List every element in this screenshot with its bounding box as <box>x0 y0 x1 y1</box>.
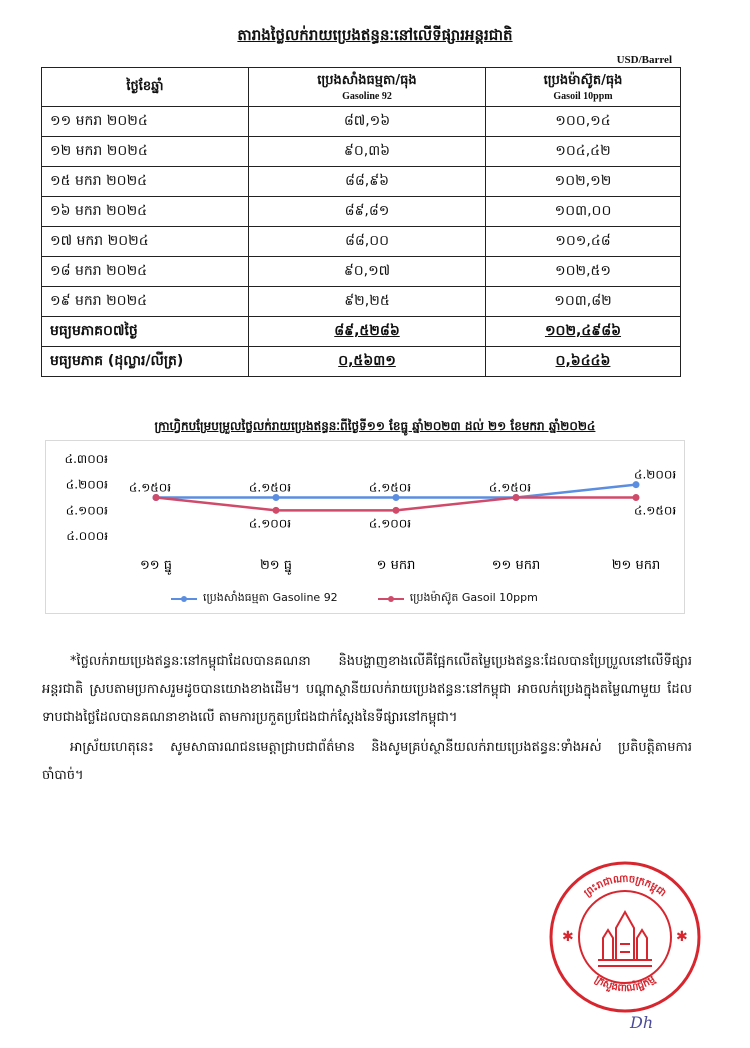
legend-gasoil-label: ប្រេងម៉ាស៊ូត Gasoil 10ppm <box>409 591 538 604</box>
series-0-point <box>273 494 280 501</box>
avg7-gasoil: ១០២,៤៩៨៦ <box>544 323 622 339</box>
series-1-point <box>513 494 520 501</box>
table-header-row <box>42 68 681 107</box>
series-1-point <box>153 494 160 501</box>
legend-gasoil-marker <box>378 594 404 604</box>
note-paragraph-1: *ថ្លៃលក់រាយប្រេងឥន្ធនៈនៅកម្ពុជាដែលបានគណនា និងបង្ហាញខាងលើគឺផ្អែកលើតម្លៃប្រេងឥន្ធនៈដែលបានប្រែប្រួលនៅលើទីផ្សារអន្តរជាតិ ស្របតាមប្រកាសរួមដូចបានយោងខាងដើម។ បណ្ដាស្ថានីយលក់រាយប្រេងឥន្ធនៈនៅកម្ពុជា អាចលក់ប្រេងក្នុងតម្លៃណាមួយ ដែលទាបជាងថ្លៃដែលបានគណនាខាងលើ តាមការប្រកួតប្រជែងជាក់ស្ដែងនៃទីផ្សារនៅកម្ពុជា។ <box>42 654 692 725</box>
avg7-label: មធ្យមភាគ០៧ថ្ងៃ <box>42 317 249 347</box>
avg7-gasoline: ៨៩,៥២៨៦ <box>334 323 400 339</box>
table-row <box>42 137 681 167</box>
x-tick-label: ២១ ធ្នូ <box>259 558 293 573</box>
y-tick-label: ៤.២០០៛ <box>65 477 108 492</box>
stamp-top-text: ព្រះរាជាណាចក្រកម្ពុជា <box>582 873 668 900</box>
series-0-data-label: ៤.១៥០៛ <box>128 480 172 495</box>
legend-gasoline-marker <box>171 594 197 604</box>
series-0-data-label: ៤.១៥០៛ <box>488 480 532 495</box>
cell-date: ១៦ មករា ២០២៤ <box>42 197 249 227</box>
table-row <box>42 107 681 137</box>
series-1-point <box>393 507 400 514</box>
cell-gasoline: ៩០,១៧ <box>249 257 486 287</box>
series-1-data-label: ៤.១០០៛ <box>248 516 292 531</box>
official-stamp <box>548 860 702 1014</box>
table-row <box>42 197 681 227</box>
series-0-point <box>633 481 640 488</box>
cell-gasoil: ១០០,១៤ <box>486 107 681 137</box>
header-gasoline: ប្រេងសាំងធម្មតា/ធុង Gasoline 92 <box>249 68 486 107</box>
signature: Dh <box>630 1013 654 1032</box>
y-tick-label: ៤.១០០៛ <box>65 503 108 518</box>
series-1-data-label: ៤.១០០៛ <box>368 516 412 531</box>
cell-gasoil: ១០៣,០០ <box>486 197 681 227</box>
series-0-point <box>393 494 400 501</box>
cell-gasoil: ១០៤,៤២ <box>486 137 681 167</box>
series-1-data-label: ៤.១៥០៛ <box>634 503 677 518</box>
svg-text:✱: ✱ <box>562 929 574 945</box>
x-tick-label: ១១ មករា <box>491 558 541 573</box>
unit-label: USD/Barrel <box>616 54 672 66</box>
cell-gasoline: ៨៩,៨១ <box>249 197 486 227</box>
cell-gasoil: ១០២,១២ <box>486 167 681 197</box>
line-chart <box>45 440 685 614</box>
avgliter-gasoline: ០,៥៦៣១ <box>338 353 396 369</box>
legend-gasoline-label: ប្រេងសាំងធម្មតា Gasoline 92 <box>203 591 338 604</box>
legend-gasoline <box>171 591 338 607</box>
table-row <box>42 167 681 197</box>
cell-gasoline: ៨៨,០០ <box>249 227 486 257</box>
cell-date: ១៧ មករា ២០២៤ <box>42 227 249 257</box>
cell-gasoil: ១០២,៥១ <box>486 257 681 287</box>
header-gasoil: ប្រេងម៉ាស៊ូត/ធុង Gasoil 10ppm <box>486 68 681 107</box>
chart-title: ក្រាហ្វិកបម្រែបម្រួលថ្លៃលក់រាយប្រេងឥន្ធនៈពីថ្ងៃទី១១ ខែធ្នូ ឆ្នាំ២០២៣ ដល់ ២១ ខែមករា ឆ្នាំ២០២៤ <box>154 419 596 433</box>
series-0-data-label: ៤.១៥០៛ <box>368 480 412 495</box>
cell-date: ១២ មករា ២០២៤ <box>42 137 249 167</box>
chart-legend <box>171 591 538 607</box>
stamp-seal-icon <box>548 860 702 1014</box>
y-tick-label: ៤.០០០៛ <box>66 529 108 543</box>
chart-svg <box>46 441 684 613</box>
series-0-data-label: ៤.១៥០៛ <box>248 480 292 495</box>
table-row <box>42 227 681 257</box>
cell-gasoline: ៨៨,៩៦ <box>249 167 486 197</box>
cell-date: ១៥ មករា ២០២៤ <box>42 167 249 197</box>
cell-gasoline: ៨៧,១៦ <box>249 107 486 137</box>
average-7-days-row <box>42 317 681 347</box>
series-1-point <box>633 494 640 501</box>
svg-text:✱: ✱ <box>676 929 688 945</box>
stamp-bottom-text: ក្រសួងពាណិជ្ជកម្ម <box>592 974 658 995</box>
cell-gasoil: ១០៣,៨២ <box>486 287 681 317</box>
legend-gasoil <box>378 591 538 607</box>
cell-date: ១១ មករា ២០២៤ <box>42 107 249 137</box>
temple-icon <box>598 912 652 966</box>
x-tick-label: ១ មករា <box>376 558 416 573</box>
cell-date: ១៨ មករា ២០២៤ <box>42 257 249 287</box>
avgliter-gasoil: ០,៦៤៤៦ <box>555 353 611 369</box>
svg-text:ព្រះរាជាណាចក្រកម្ពុជា <box>582 874 667 900</box>
header-date: ថ្ងៃខែឆ្នាំ <box>42 68 249 107</box>
svg-text:ក្រសួងពាណិជ្ជកម្ម <box>593 974 659 995</box>
series-1-point <box>273 507 280 514</box>
note-paragraph-2: អាស្រ័យហេតុនេះ សូមសាធារណជនមេត្តាជ្រាបជាព័ត៌មាន និងសូមគ្រប់ស្ថានីយលក់រាយប្រេងឥន្ធនៈទាំងអស់ ប្រតិបត្តិតាមការចាំបាច់។ <box>42 740 692 783</box>
x-tick-label: ១១ ធ្នូ <box>139 558 173 573</box>
price-table <box>41 67 681 377</box>
cell-gasoline: ៩២,២៥ <box>249 287 486 317</box>
y-tick-label: ៤.៣០០៛ <box>64 452 108 466</box>
cell-gasoline: ៩០,៣៦ <box>249 137 486 167</box>
avgliter-label: មធ្យមភាគ (ដុល្លារ/លីត្រ) <box>42 347 249 377</box>
average-per-liter-row <box>42 347 681 377</box>
cell-gasoil: ១០១,៤៨ <box>486 227 681 257</box>
x-tick-label: ២១ មករា <box>611 558 661 573</box>
document-title: តារាងថ្លៃលក់រាយប្រេងឥន្ធនៈនៅលើទីផ្សារអន្តរជាតិ <box>237 26 513 44</box>
series-0-data-label: ៤.២០០៛ <box>634 467 677 482</box>
table-row <box>42 257 681 287</box>
table-row <box>42 287 681 317</box>
cell-date: ១៩ មករា ២០២៤ <box>42 287 249 317</box>
